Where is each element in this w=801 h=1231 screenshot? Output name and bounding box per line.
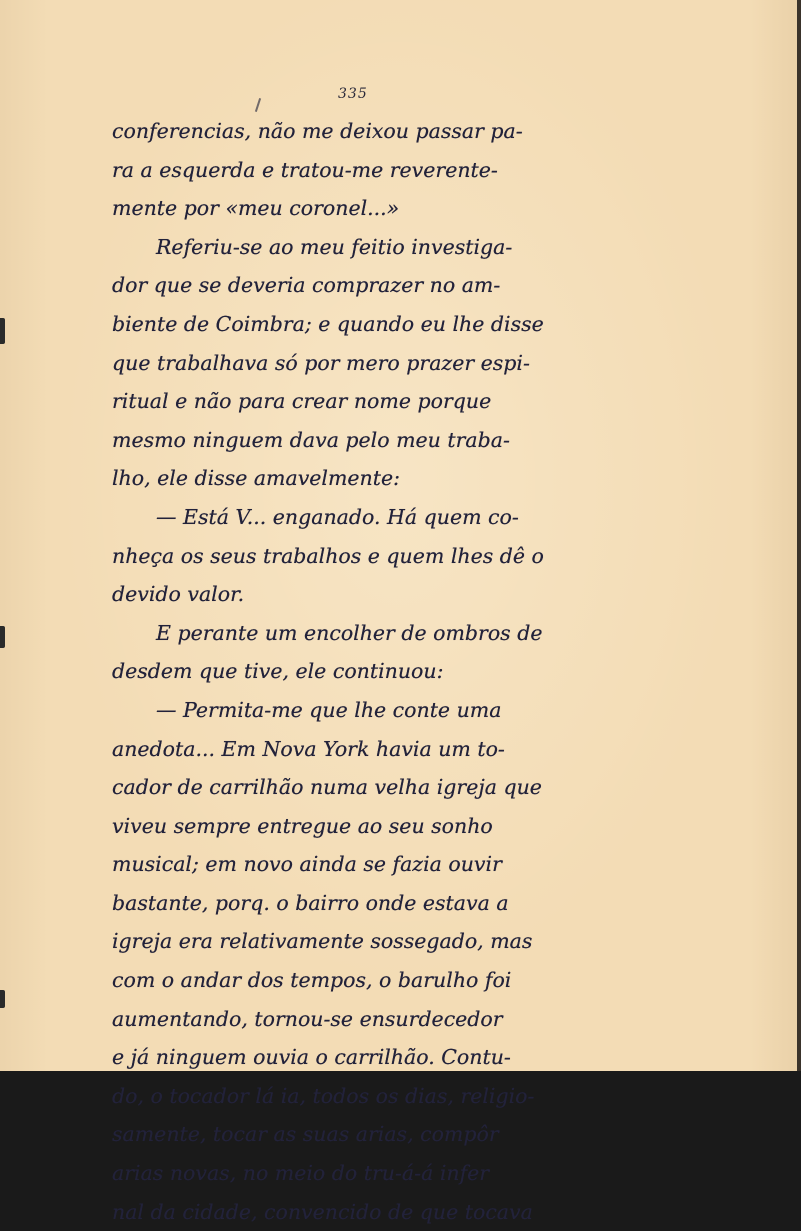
handwritten-line: arias novas, no meio do tru-á-á infer	[112, 1161, 490, 1186]
handwritten-line: dor que se deveria comprazer no am-	[112, 273, 501, 298]
handwritten-line: conferencias, não me deixou passar pa-	[112, 119, 523, 143]
handwritten-line: devido valor.	[112, 582, 245, 607]
handwritten-line: samente, tocar as suas arias, compôr	[112, 1122, 499, 1147]
handwritten-line: mesmo ninguem dava pelo meu traba-	[112, 427, 510, 452]
handwritten-line: com o andar dos tempos, o barulho foi	[112, 968, 512, 993]
handwritten-line: ritual e não para crear nome porque	[112, 389, 492, 414]
handwritten-line: bastante, porq. o bairro onde estava a	[112, 890, 509, 915]
handwritten-line: viveu sempre entregue ao seu sonho	[112, 813, 493, 838]
handwritten-line: nheça os seus trabalhos e quem lhes dê o	[112, 543, 544, 568]
handwritten-line: Referiu-se ao meu feitio investiga-	[156, 234, 513, 259]
handwritten-line: do, o tocador lá ia, todos os dias, religio-	[112, 1083, 535, 1108]
binding-mark	[0, 318, 5, 344]
handwritten-line: biente de Coimbra; e quando eu lhe disse	[112, 311, 544, 336]
handwritten-line: — Permita-me que lhe conte uma	[156, 697, 502, 722]
handwritten-line: lho, ele disse amavelmente:	[112, 466, 401, 491]
handwritten-line: — Está V... enganado. Há quem co-	[156, 504, 519, 529]
handwritten-line: e já ninguem ouvia o carrilhão. Contu-	[112, 1045, 511, 1070]
handwritten-line: desdem que tive, ele continuou:	[112, 659, 444, 684]
binding-mark	[0, 990, 5, 1008]
handwritten-line: que trabalhava só por mero prazer espi-	[112, 350, 530, 375]
scan-right-edge	[797, 0, 801, 1071]
handwritten-text-block	[112, 112, 588, 1231]
handwritten-line: anedota... Em Nova York havia um to-	[112, 736, 505, 761]
binding-mark	[0, 626, 5, 648]
handwritten-line: E perante um encolher de ombros de	[156, 620, 543, 645]
handwritten-line: mente por «meu coronel...»	[112, 196, 400, 221]
handwritten-line: ra a esquerda e tratou-me reverente-	[112, 157, 498, 182]
handwritten-line: nal da cidade, convencido de que tocava	[112, 1199, 533, 1224]
handwritten-line: musical; em novo ainda se fazia ouvir	[112, 852, 502, 877]
handwritten-line: cador de carrilhão numa velha igreja que	[112, 775, 542, 800]
handwritten-line: aumentando, tornou-se ensurdecedor	[112, 1006, 503, 1031]
page-number: 335	[338, 86, 368, 102]
pen-mark	[255, 98, 261, 112]
handwritten-line: igreja era relativamente sossegado, mas	[112, 929, 533, 954]
